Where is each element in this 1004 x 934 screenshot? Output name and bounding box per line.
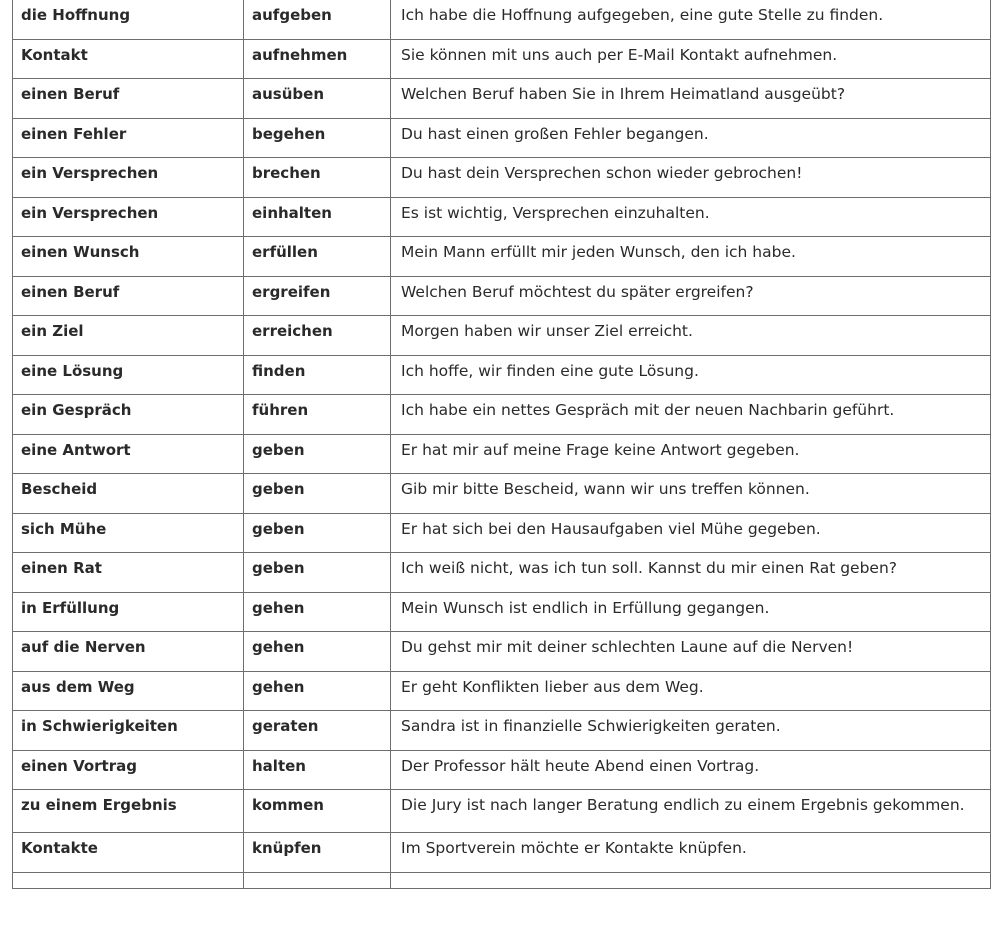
verb-cell: knüpfen (244, 833, 391, 873)
example-cell: Mein Mann erfüllt mir jeden Wunsch, den ich habe. (391, 237, 991, 277)
table-row (13, 513, 991, 553)
example-cell: Ich habe die Hoffnung aufgegeben, eine gute Stelle zu finden. (391, 0, 991, 39)
noun-cell: ein Ziel (13, 316, 244, 356)
example-cell: Du hast dein Versprechen schon wieder gebrochen! (391, 158, 991, 198)
noun-cell: einen Beruf (13, 276, 244, 316)
verb-cell: ergreifen (244, 276, 391, 316)
noun-cell: eine Antwort (13, 434, 244, 474)
table-row (13, 316, 991, 356)
noun-cell: sich Mühe (13, 513, 244, 553)
verb-cell: brechen (244, 158, 391, 198)
noun-cell: Bescheid (13, 474, 244, 514)
table-row (13, 118, 991, 158)
example-cell: Welchen Beruf möchtest du später ergreifen? (391, 276, 991, 316)
example-cell: Du hast einen großen Fehler begangen. (391, 118, 991, 158)
verb-cell: erreichen (244, 316, 391, 356)
example-cell: Du gehst mir mit deiner schlechten Laune auf die Nerven! (391, 632, 991, 672)
noun-cell: die Hoffnung (13, 0, 244, 39)
empty-cell (244, 872, 391, 888)
table-row (13, 0, 991, 39)
example-cell: Im Sportverein möchte er Kontakte knüpfen. (391, 833, 991, 873)
example-cell: Morgen haben wir unser Ziel erreicht. (391, 316, 991, 356)
table-row (13, 671, 991, 711)
verb-cell: aufgeben (244, 0, 391, 39)
verb-cell: einhalten (244, 197, 391, 237)
verb-cell: gehen (244, 592, 391, 632)
verb-cell: kommen (244, 790, 391, 833)
verb-cell: geben (244, 513, 391, 553)
table-row (13, 395, 991, 435)
noun-cell: einen Fehler (13, 118, 244, 158)
noun-cell: einen Vortrag (13, 750, 244, 790)
verb-cell: erfüllen (244, 237, 391, 277)
example-cell: Mein Wunsch ist endlich in Erfüllung gegangen. (391, 592, 991, 632)
table-row (13, 197, 991, 237)
noun-cell: in Schwierigkeiten (13, 711, 244, 751)
empty-cell (391, 872, 991, 888)
noun-cell: in Erfüllung (13, 592, 244, 632)
table-row (13, 434, 991, 474)
noun-cell: einen Beruf (13, 79, 244, 119)
table-row (13, 237, 991, 277)
verb-cell: führen (244, 395, 391, 435)
example-cell: Ich weiß nicht, was ich tun soll. Kannst du mir einen Rat geben? (391, 553, 991, 593)
verb-cell: gehen (244, 632, 391, 672)
noun-cell: einen Rat (13, 553, 244, 593)
table-row (13, 158, 991, 198)
empty-cell (13, 872, 244, 888)
example-cell: Er geht Konflikten lieber aus dem Weg. (391, 671, 991, 711)
example-cell: Welchen Beruf haben Sie in Ihrem Heimatland ausgeübt? (391, 79, 991, 119)
example-cell: Sie können mit uns auch per E-Mail Kontakt aufnehmen. (391, 39, 991, 79)
table-row (13, 553, 991, 593)
noun-cell: ein Versprechen (13, 197, 244, 237)
table-row (13, 276, 991, 316)
noun-cell: ein Gespräch (13, 395, 244, 435)
table-row-partial (13, 872, 991, 888)
verb-cell: ausüben (244, 79, 391, 119)
example-cell: Die Jury ist nach langer Beratung endlich zu einem Ergebnis gekommen. (391, 790, 991, 833)
verb-cell: finden (244, 355, 391, 395)
table-row (13, 632, 991, 672)
noun-cell: zu einem Ergebnis (13, 790, 244, 833)
verb-cell: aufnehmen (244, 39, 391, 79)
verb-cell: geben (244, 474, 391, 514)
vocabulary-table (12, 0, 991, 889)
example-cell: Gib mir bitte Bescheid, wann wir uns treffen können. (391, 474, 991, 514)
example-cell: Ich hoffe, wir finden eine gute Lösung. (391, 355, 991, 395)
verb-cell: gehen (244, 671, 391, 711)
example-cell: Es ist wichtig, Versprechen einzuhalten. (391, 197, 991, 237)
verb-cell: geben (244, 434, 391, 474)
table-row (13, 39, 991, 79)
noun-cell: Kontakt (13, 39, 244, 79)
table-row (13, 355, 991, 395)
example-cell: Er hat mir auf meine Frage keine Antwort gegeben. (391, 434, 991, 474)
table-row (13, 474, 991, 514)
table-row (13, 711, 991, 751)
example-cell: Er hat sich bei den Hausaufgaben viel Mühe gegeben. (391, 513, 991, 553)
noun-cell: Kontakte (13, 833, 244, 873)
table-row (13, 833, 991, 873)
verb-cell: halten (244, 750, 391, 790)
verb-cell: geraten (244, 711, 391, 751)
verb-cell: begehen (244, 118, 391, 158)
table-row (13, 79, 991, 119)
noun-cell: einen Wunsch (13, 237, 244, 277)
table-row (13, 790, 991, 833)
table-row (13, 592, 991, 632)
noun-cell: eine Lösung (13, 355, 244, 395)
example-cell: Ich habe ein nettes Gespräch mit der neuen Nachbarin geführt. (391, 395, 991, 435)
example-cell: Der Professor hält heute Abend einen Vortrag. (391, 750, 991, 790)
table-row (13, 750, 991, 790)
noun-cell: auf die Nerven (13, 632, 244, 672)
vocabulary-table-body (13, 0, 991, 888)
noun-cell: aus dem Weg (13, 671, 244, 711)
verb-cell: geben (244, 553, 391, 593)
example-cell: Sandra ist in finanzielle Schwierigkeiten geraten. (391, 711, 991, 751)
noun-cell: ein Versprechen (13, 158, 244, 198)
